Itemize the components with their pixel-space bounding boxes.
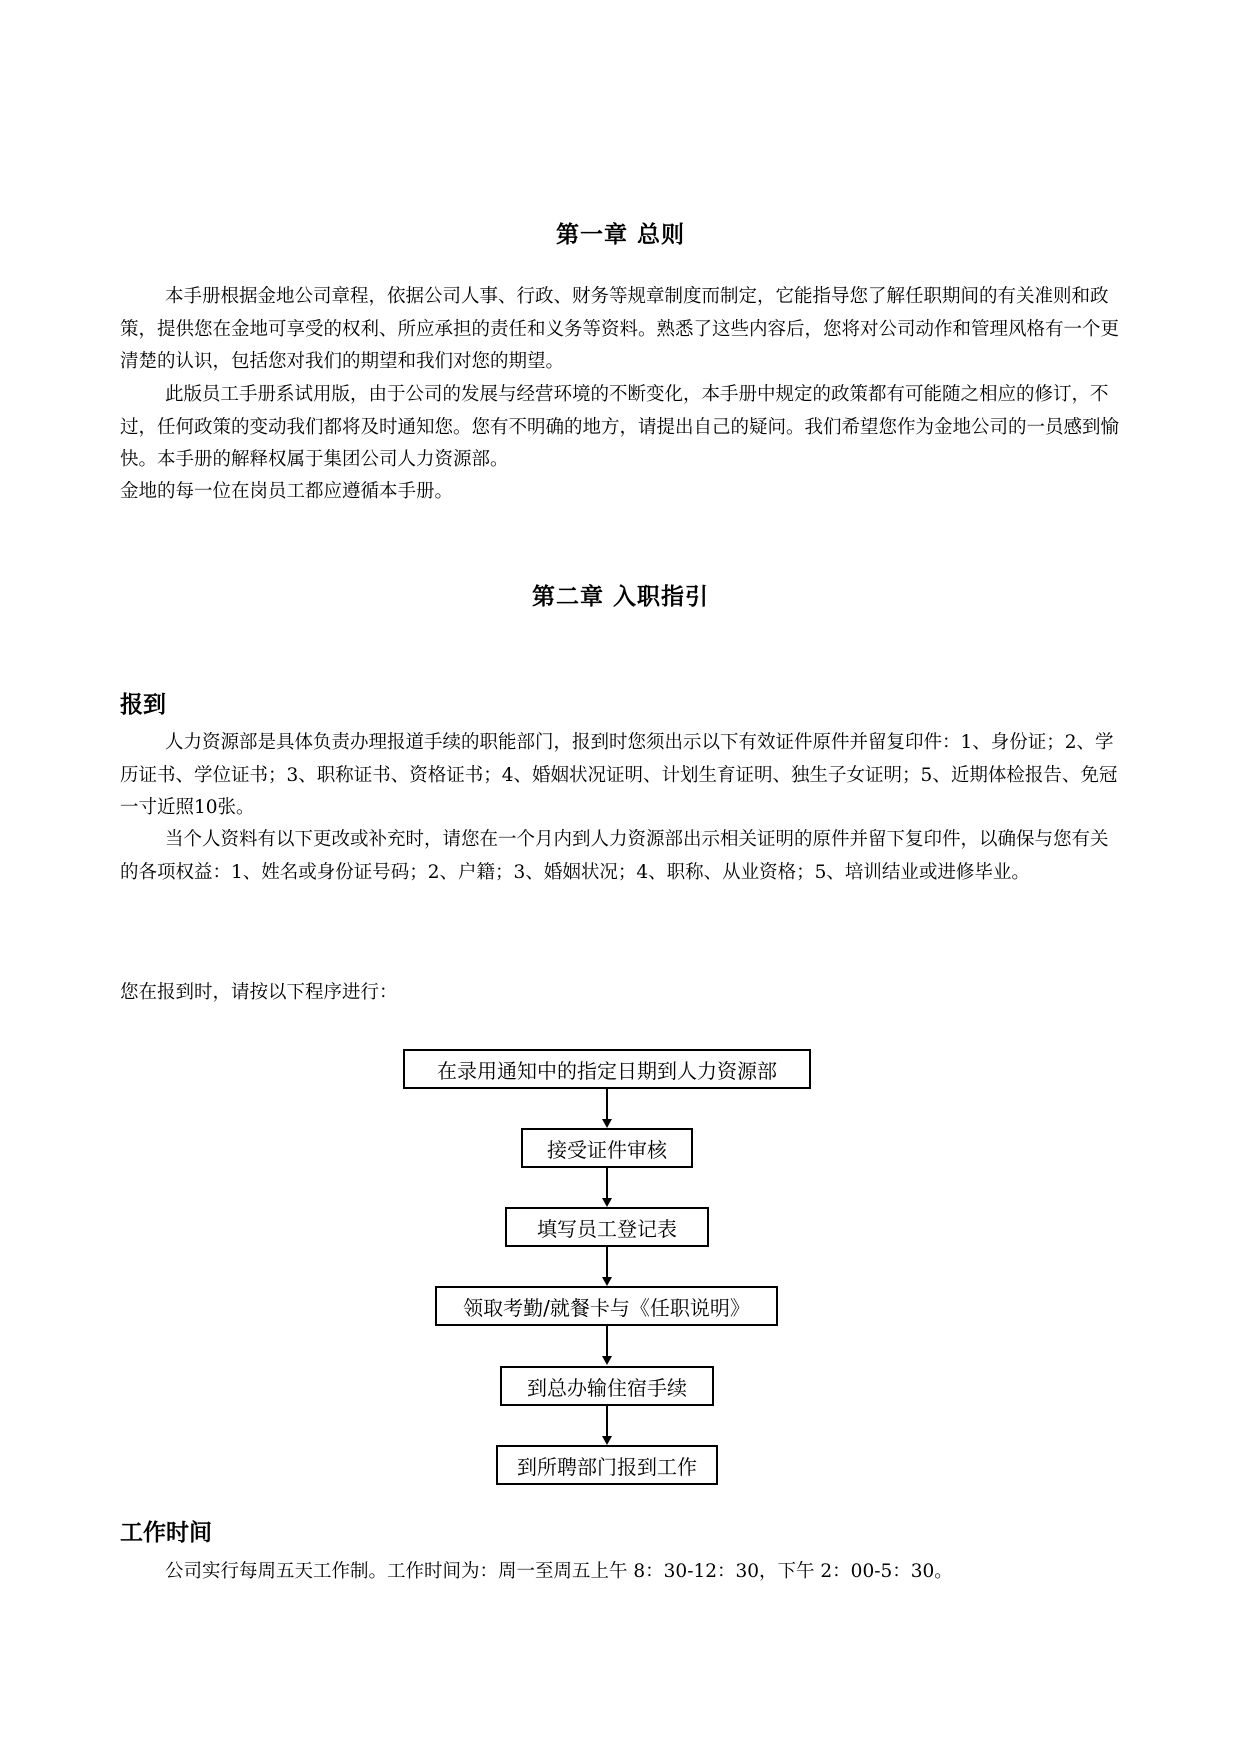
flow-arrow-line [606,1406,608,1436]
worktime-paragraph: 公司实行每周五天工作制。工作时间为：周一至周五上午 8：30-12：30，下午 2：00-5：30。 [165,1561,953,1582]
chapter-1-paragraph-2: 此版员工手册系试用版，由于公司的发展与经营环境的不断变化，本手册中规定的政策都有可能随之相应的修订，不过，任何政策的变动我们都将及时通知您。您有不明确的地方，请提出自己的疑问。我们希望您作为金地公司的一员感到愉快。本手册的解释权属于集团公司人力资源部。 [120,384,1120,470]
flow-step-3: 填写员工登记表 [505,1207,709,1247]
section-heading-worktime: 工作时间 [120,1520,212,1546]
report-paragraph-2: 当个人资料有以下更改或补充时，请您在一个月内到人力资源部出示相关证明的原件并留下复印件，以确保与您有关的各项权益：1、姓名或身份证号码；2、户籍；3、婚姻状况；4、职称、从业资格；5、培训结业或进修毕业。 [120,829,1109,883]
chapter-1-paragraph-3: 金地的每一位在岗员工都应遵循本手册。 [120,481,454,502]
flow-step-2: 接受证件审核 [521,1128,693,1168]
flow-arrow-head [602,1198,612,1207]
report-paragraph-3: 您在报到时，请按以下程序进行： [120,982,398,1003]
chapter-1-title: 第一章 总则 [555,222,685,248]
flow-arrow-head [602,1119,612,1128]
section-heading-report: 报到 [120,692,166,718]
flow-step-6: 到所聘部门报到工作 [496,1445,718,1485]
report-paragraph-1: 人力资源部是具体负责办理报道手续的职能部门，报到时您须出示以下有效证件原件并留复印件：1、身份证；2、学历证书、学位证书；3、职称证书、资格证书；4、婚姻状况证明、计划生育证明、独生子女证明；5、近期体检报告、免冠一寸近照10张。 [120,732,1118,818]
flow-arrow-line [606,1089,608,1119]
flow-step-1: 在录用通知中的指定日期到人力资源部 [403,1049,811,1089]
flow-step-4: 领取考勤/就餐卡与《任职说明》 [435,1286,778,1326]
flow-arrow-line [606,1326,608,1356]
flow-arrow-head [602,1436,612,1445]
chapter-2-title: 第二章 入职指引 [531,584,709,610]
flow-arrow-head [602,1277,612,1286]
flow-arrow-head [602,1356,612,1365]
chapter-1-paragraph-1: 本手册根据金地公司章程，依据公司人事、行政、财务等规章制度而制定，它能指导您了解任职期间的有关准则和政策，提供您在金地可享受的权利、所应承担的责任和义务等资料。熟悉了这些内容后，您将对公司动作和管理风格有一个更清楚的认识，包括您对我们的期望和我们对您的期望。 [120,286,1120,372]
flow-arrow-line [606,1247,608,1277]
flow-step-5: 到总办输住宿手续 [500,1366,714,1406]
flow-arrow-line [606,1168,608,1198]
